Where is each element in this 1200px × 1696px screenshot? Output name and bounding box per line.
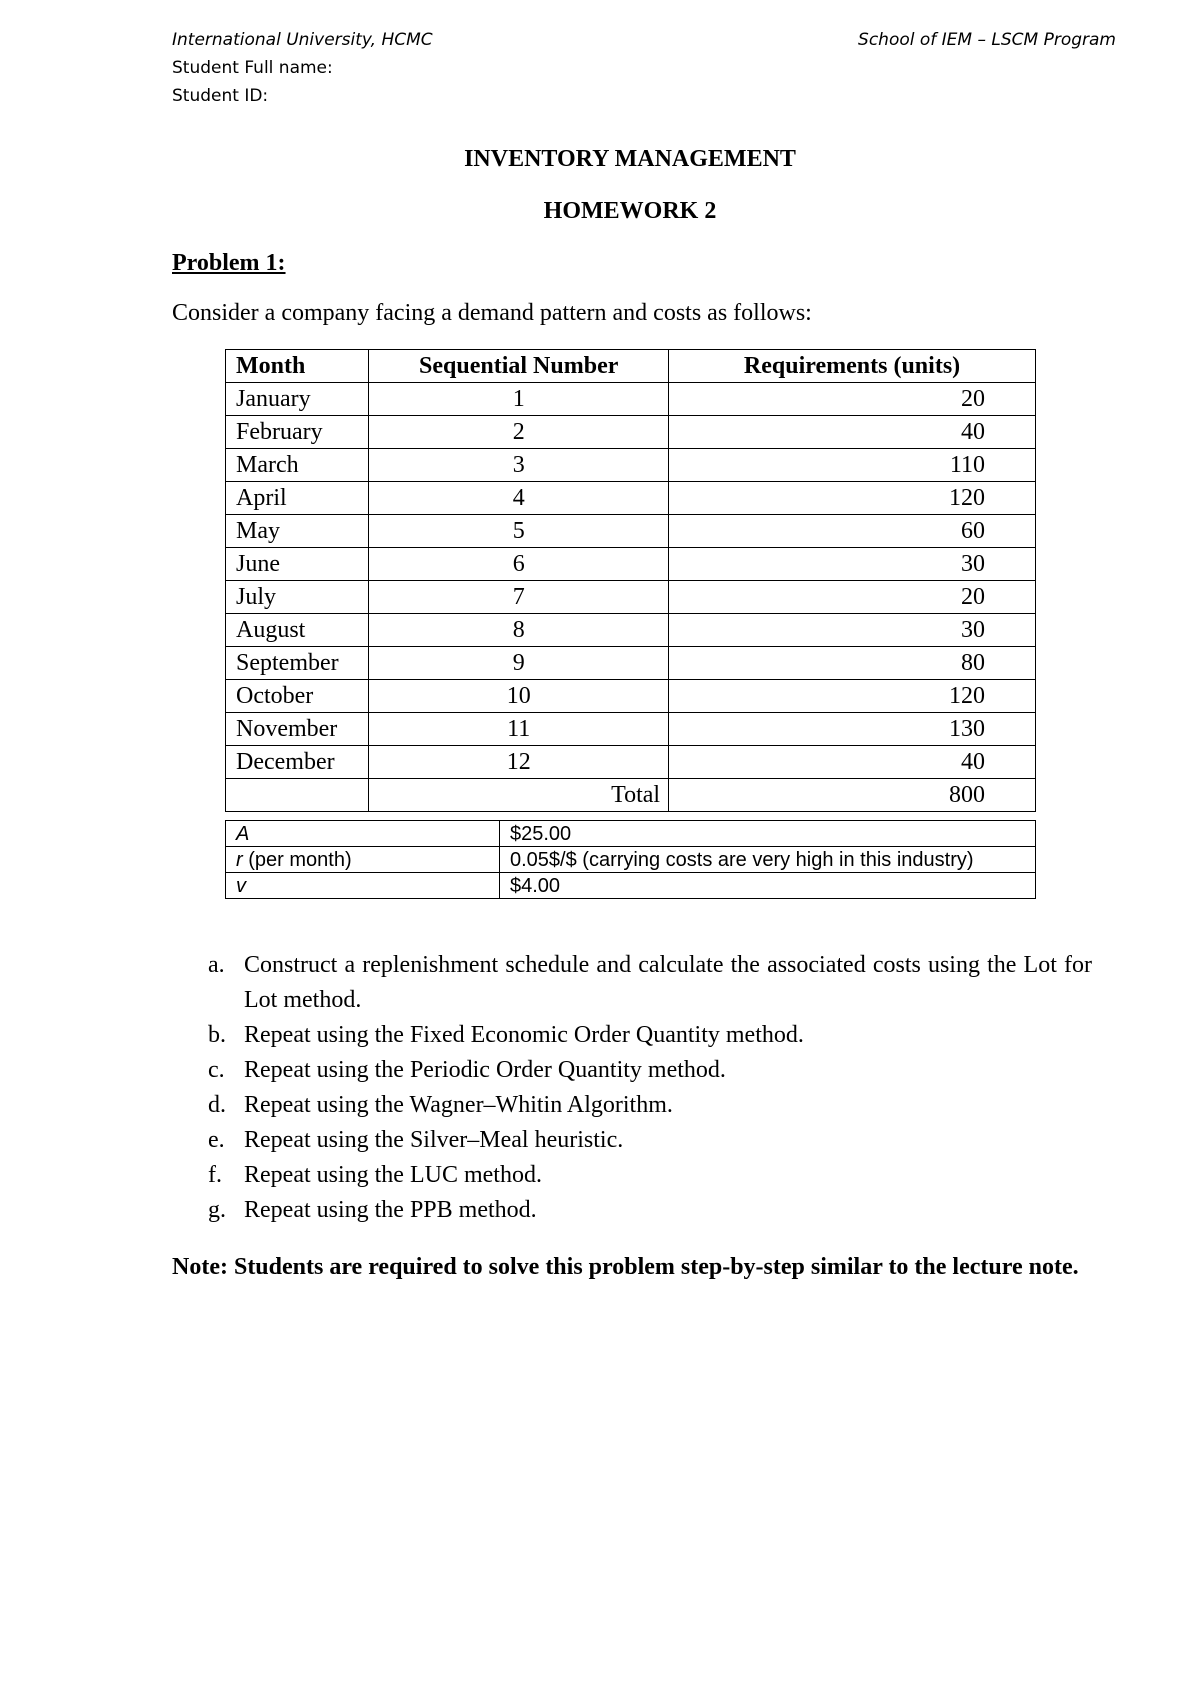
task-marker: e. xyxy=(208,1127,225,1153)
task-item xyxy=(172,1158,1092,1193)
parameter-name-cell xyxy=(226,847,500,873)
parameter-row xyxy=(226,847,1036,873)
month-cell: June xyxy=(226,548,369,581)
table-row xyxy=(226,548,1036,581)
total-row xyxy=(226,779,1036,812)
student-name-label: Student Full name: xyxy=(172,58,333,78)
header-sequential-number: Sequential Number xyxy=(369,350,669,383)
task-text: Repeat using the Silver–Meal heuristic. xyxy=(244,1127,624,1153)
header-month: Month xyxy=(226,350,369,383)
table-row xyxy=(226,647,1036,680)
parameter-table xyxy=(225,820,1036,899)
month-cell: December xyxy=(226,746,369,779)
requirements-cell: 80 xyxy=(669,647,1036,680)
requirements-cell: 130 xyxy=(669,713,1036,746)
month-cell: July xyxy=(226,581,369,614)
task-item xyxy=(172,948,1092,1018)
table-row xyxy=(226,515,1036,548)
task-marker: g. xyxy=(208,1197,226,1223)
table-row xyxy=(226,680,1036,713)
task-item xyxy=(172,1018,1092,1053)
task-item xyxy=(172,1193,1092,1228)
sequential-number-cell: 11 xyxy=(369,713,669,746)
requirements-cell: 30 xyxy=(669,614,1036,647)
problem-intro: Consider a company facing a demand pattern and costs as follows: xyxy=(172,300,812,326)
table-header-row xyxy=(226,350,1036,383)
month-cell: November xyxy=(226,713,369,746)
parameter-value: $4.00 xyxy=(500,873,1036,899)
table-row xyxy=(226,383,1036,416)
parameter-row xyxy=(226,873,1036,899)
task-item xyxy=(172,1123,1092,1158)
header-requirements: Requirements (units) xyxy=(669,350,1036,383)
sequential-number-cell: 10 xyxy=(369,680,669,713)
task-text: Repeat using the Fixed Economic Order Quantity method. xyxy=(244,1022,804,1048)
parameter-value: $25.00 xyxy=(500,821,1036,847)
parameter-name-cell xyxy=(226,873,500,899)
program-name: School of IEM – LSCM Program xyxy=(858,30,1116,50)
task-text: Repeat using the PPB method. xyxy=(244,1197,537,1223)
sequential-number-cell: 5 xyxy=(369,515,669,548)
month-cell: May xyxy=(226,515,369,548)
requirements-cell: 40 xyxy=(669,746,1036,779)
task-text: Repeat using the Wagner–Whitin Algorithm. xyxy=(244,1092,673,1118)
month-cell: February xyxy=(226,416,369,449)
parameter-symbol: v xyxy=(236,874,246,897)
sequential-number-cell: 2 xyxy=(369,416,669,449)
total-label: Total xyxy=(369,779,669,812)
total-value: 800 xyxy=(669,779,1036,812)
month-cell: August xyxy=(226,614,369,647)
sequential-number-cell: 8 xyxy=(369,614,669,647)
document-title: INVENTORY MANAGEMENT xyxy=(464,146,796,172)
task-marker: a. xyxy=(208,952,225,978)
task-text: Repeat using the Periodic Order Quantity method. xyxy=(244,1057,726,1083)
demand-table xyxy=(225,349,1036,812)
sequential-number-cell: 1 xyxy=(369,383,669,416)
parameter-value: 0.05$/$ (carrying costs are very high in this industry) xyxy=(500,847,1036,873)
requirements-cell: 60 xyxy=(669,515,1036,548)
note: Note: Students are required to solve this problem step-by-step similar to the lecture note. xyxy=(172,1254,1079,1280)
requirements-cell: 20 xyxy=(669,383,1036,416)
sequential-number-cell: 12 xyxy=(369,746,669,779)
parameter-symbol: A xyxy=(236,822,250,845)
task-item xyxy=(172,1053,1092,1088)
task-marker: c. xyxy=(208,1057,225,1083)
requirements-cell: 120 xyxy=(669,680,1036,713)
task-marker: f. xyxy=(208,1162,222,1188)
table-row xyxy=(226,482,1036,515)
parameter-name-cell xyxy=(226,821,500,847)
sequential-number-cell: 7 xyxy=(369,581,669,614)
table-row xyxy=(226,614,1036,647)
month-cell: April xyxy=(226,482,369,515)
task-list xyxy=(172,948,1092,1228)
task-text: Construct a replenishment schedule and calculate the associated costs using the Lot for Lot method. xyxy=(244,952,1092,1013)
student-id-label: Student ID: xyxy=(172,86,269,106)
table-row xyxy=(226,581,1036,614)
table-row xyxy=(226,713,1036,746)
task-marker: b. xyxy=(208,1022,226,1048)
sequential-number-cell: 9 xyxy=(369,647,669,680)
requirements-cell: 20 xyxy=(669,581,1036,614)
table-row xyxy=(226,746,1036,779)
university-name: International University, HCMC xyxy=(172,30,433,50)
month-cell: March xyxy=(226,449,369,482)
parameter-symbol: r xyxy=(236,848,243,871)
parameter-row xyxy=(226,821,1036,847)
sequential-number-cell: 3 xyxy=(369,449,669,482)
requirements-cell: 30 xyxy=(669,548,1036,581)
task-item xyxy=(172,1088,1092,1123)
task-text: Repeat using the LUC method. xyxy=(244,1162,542,1188)
task-marker: d. xyxy=(208,1092,226,1118)
month-cell: January xyxy=(226,383,369,416)
total-empty-cell xyxy=(226,779,369,812)
document-subtitle: HOMEWORK 2 xyxy=(543,198,717,224)
requirements-cell: 40 xyxy=(669,416,1036,449)
problem-heading: Problem 1: xyxy=(172,250,286,276)
requirements-cell: 110 xyxy=(669,449,1036,482)
table-row xyxy=(226,416,1036,449)
table-row xyxy=(226,449,1036,482)
month-cell: October xyxy=(226,680,369,713)
sequential-number-cell: 4 xyxy=(369,482,669,515)
sequential-number-cell: 6 xyxy=(369,548,669,581)
requirements-cell: 120 xyxy=(669,482,1036,515)
month-cell: September xyxy=(226,647,369,680)
parameter-unit: (per month) xyxy=(242,848,352,871)
